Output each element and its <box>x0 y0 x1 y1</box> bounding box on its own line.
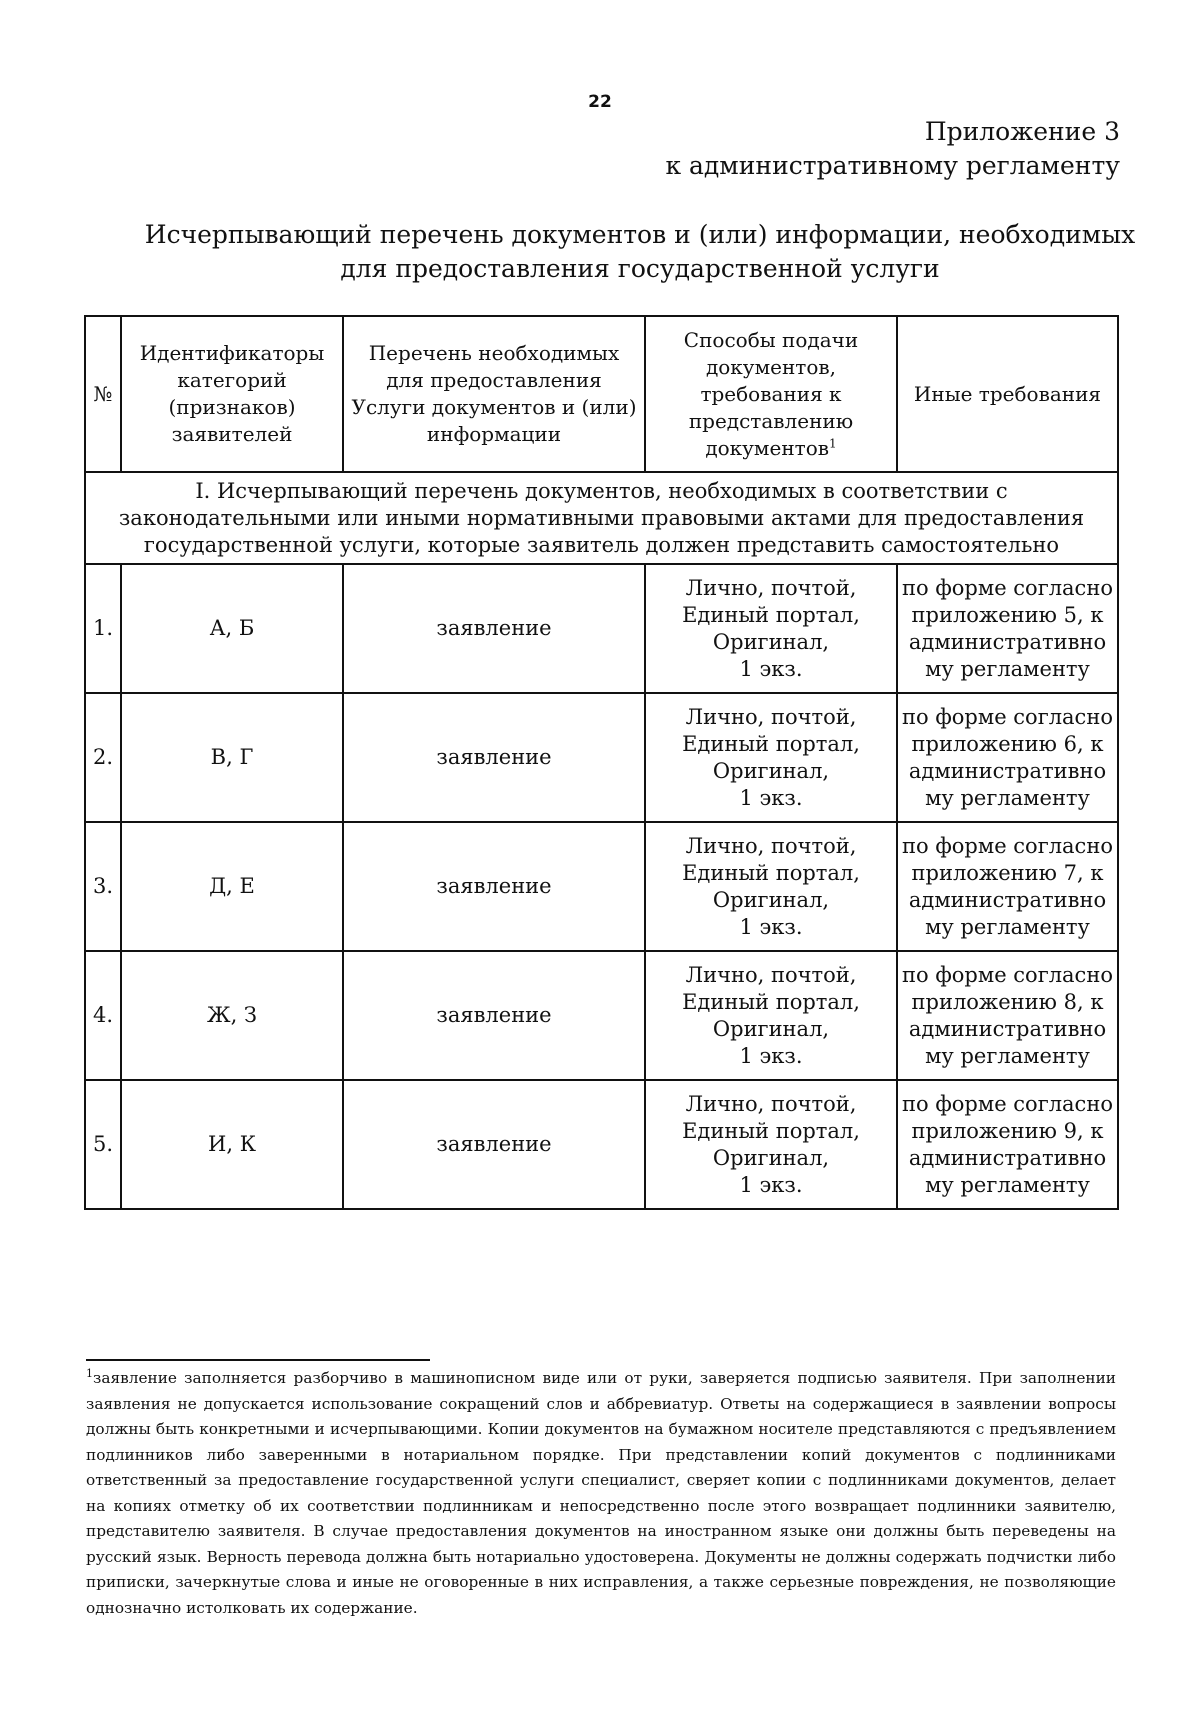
other-line: по форме согласно <box>902 833 1113 858</box>
row-other <box>897 822 1118 951</box>
row-categories: А, Б <box>121 564 343 693</box>
method-line: Лично, почтой, <box>685 962 857 987</box>
method-line: Единый портал, <box>682 860 860 885</box>
other-line: административно <box>908 758 1107 783</box>
row-document: заявление <box>343 951 645 1080</box>
row-categories: И, К <box>121 1080 343 1209</box>
row-other <box>897 693 1118 822</box>
row-other <box>897 1080 1118 1209</box>
method-line: Оригинал, <box>712 758 830 783</box>
row-method <box>645 822 897 951</box>
other-line: приложению 6, к <box>911 731 1104 756</box>
method-line: Единый портал, <box>682 1118 860 1143</box>
row-document: заявление <box>343 822 645 951</box>
row-document: заявление <box>343 564 645 693</box>
other-line: му регламенту <box>925 1043 1090 1068</box>
row-categories: Д, Е <box>121 822 343 951</box>
other-line: по форме согласно <box>902 575 1113 600</box>
method-line: Оригинал, <box>712 1016 830 1041</box>
documents-table <box>84 315 1119 1210</box>
other-line: приложению 9, к <box>911 1118 1104 1143</box>
row-method <box>645 951 897 1080</box>
row-num: 5. <box>85 1080 121 1209</box>
other-line: му регламенту <box>925 1172 1090 1197</box>
other-line: приложению 5, к <box>911 602 1104 627</box>
row-document: заявление <box>343 1080 645 1209</box>
document-title-line-1: Исчерпывающий перечень документов и (или) информации, необходимых <box>144 220 1136 249</box>
method-line: Лично, почтой, <box>685 1091 857 1116</box>
footnote <box>86 1366 1116 1621</box>
other-line: административно <box>908 1145 1107 1170</box>
footnote-separator <box>86 1359 430 1361</box>
section-title: I. Исчерпывающий перечень документов, необходимых в соответствии с законодательными или иными нормативными правовыми актами для предоставления государственной услуги, которые заявитель должен представить самостоятельно <box>85 472 1118 564</box>
method-line: Лично, почтой, <box>685 833 857 858</box>
row-method <box>645 1080 897 1209</box>
section-row <box>85 472 1118 564</box>
other-line: приложению 8, к <box>911 989 1104 1014</box>
other-line: административно <box>908 1016 1107 1041</box>
method-line: 1 экз. <box>739 914 803 939</box>
row-method <box>645 693 897 822</box>
table-row <box>85 564 1118 693</box>
method-line: Единый портал, <box>682 731 860 756</box>
table-row <box>85 951 1118 1080</box>
appendix-line-1: Приложение 3 <box>924 117 1120 146</box>
row-categories: Ж, З <box>121 951 343 1080</box>
footnote-marker: 1 <box>86 1366 93 1380</box>
other-line: административно <box>908 887 1107 912</box>
row-other <box>897 951 1118 1080</box>
page-number: 22 <box>588 92 612 112</box>
table-header-row <box>85 316 1118 472</box>
document-title-line-2: для предоставления государственной услуги <box>340 254 940 283</box>
header-num: № <box>85 316 121 472</box>
method-line: Оригинал, <box>712 887 830 912</box>
row-num: 1. <box>85 564 121 693</box>
method-line: 1 экз. <box>739 785 803 810</box>
footnote-text: заявление заполняется разборчиво в машинописном виде или от руки, заверяется подписью заявителя. При заполнении заявления не допускается использование сокращений слов и аббревиатур. Ответы на содержащиеся в заявлении вопросы должны быть конкретными и исчерпывающими. Копии документов на бумажном носителе представляются с предъявлением подлинников либо заверенными в нотариальном порядке. При представлении копий документов с подлинниками ответственный за предоставление государственной услуги специалист, сверяет копии с подлинниками документов, делает на копиях отметку об их соответствии подлинникам и непосредственно после этого возвращает подлинники заявителю, представителю заявителя. В случае предоставления документов на иностранном языке они должны быть переведены на русский язык. Верность перевода должна быть нотариально удостоверена. Документы не должны содержать подчистки либо приписки, зачеркнутые слова и иные не оговоренные в них исправления, а также серьезные повреждения, не позволяющие однозначно истолковать их содержание. <box>86 1369 1116 1617</box>
method-line: 1 экз. <box>739 1172 803 1197</box>
method-line: Оригинал, <box>712 1145 830 1170</box>
header-methods-text: Способы подачи документов, требования к представлению документов <box>683 327 859 460</box>
header-documents: Перечень необходимых для предоставления Услуги документов и (или) информации <box>343 316 645 472</box>
row-num: 3. <box>85 822 121 951</box>
header-other: Иные требования <box>897 316 1118 472</box>
method-line: Оригинал, <box>712 629 830 654</box>
other-line: му регламенту <box>925 914 1090 939</box>
appendix-caption <box>665 115 1120 183</box>
method-line: Единый портал, <box>682 989 860 1014</box>
row-method <box>645 564 897 693</box>
row-num: 2. <box>85 693 121 822</box>
method-line: 1 экз. <box>739 656 803 681</box>
table-row <box>85 822 1118 951</box>
row-document: заявление <box>343 693 645 822</box>
document-title <box>140 218 1140 286</box>
header-identifiers: Идентификаторы категорий (признаков) заявителей <box>121 316 343 472</box>
other-line: му регламенту <box>925 656 1090 681</box>
method-line: Единый портал, <box>682 602 860 627</box>
other-line: приложению 7, к <box>911 860 1104 885</box>
method-line: Лично, почтой, <box>685 575 857 600</box>
row-categories: В, Г <box>121 693 343 822</box>
other-line: по форме согласно <box>902 704 1113 729</box>
appendix-line-2: к административному регламенту <box>665 151 1120 180</box>
other-line: административно <box>908 629 1107 654</box>
other-line: по форме согласно <box>902 962 1113 987</box>
method-line: 1 экз. <box>739 1043 803 1068</box>
row-other <box>897 564 1118 693</box>
other-line: му регламенту <box>925 785 1090 810</box>
header-methods <box>645 316 897 472</box>
method-line: Лично, почтой, <box>685 704 857 729</box>
row-num: 4. <box>85 951 121 1080</box>
other-line: по форме согласно <box>902 1091 1113 1116</box>
table-row <box>85 1080 1118 1209</box>
table-row <box>85 693 1118 822</box>
footnote-ref: 1 <box>829 435 837 450</box>
